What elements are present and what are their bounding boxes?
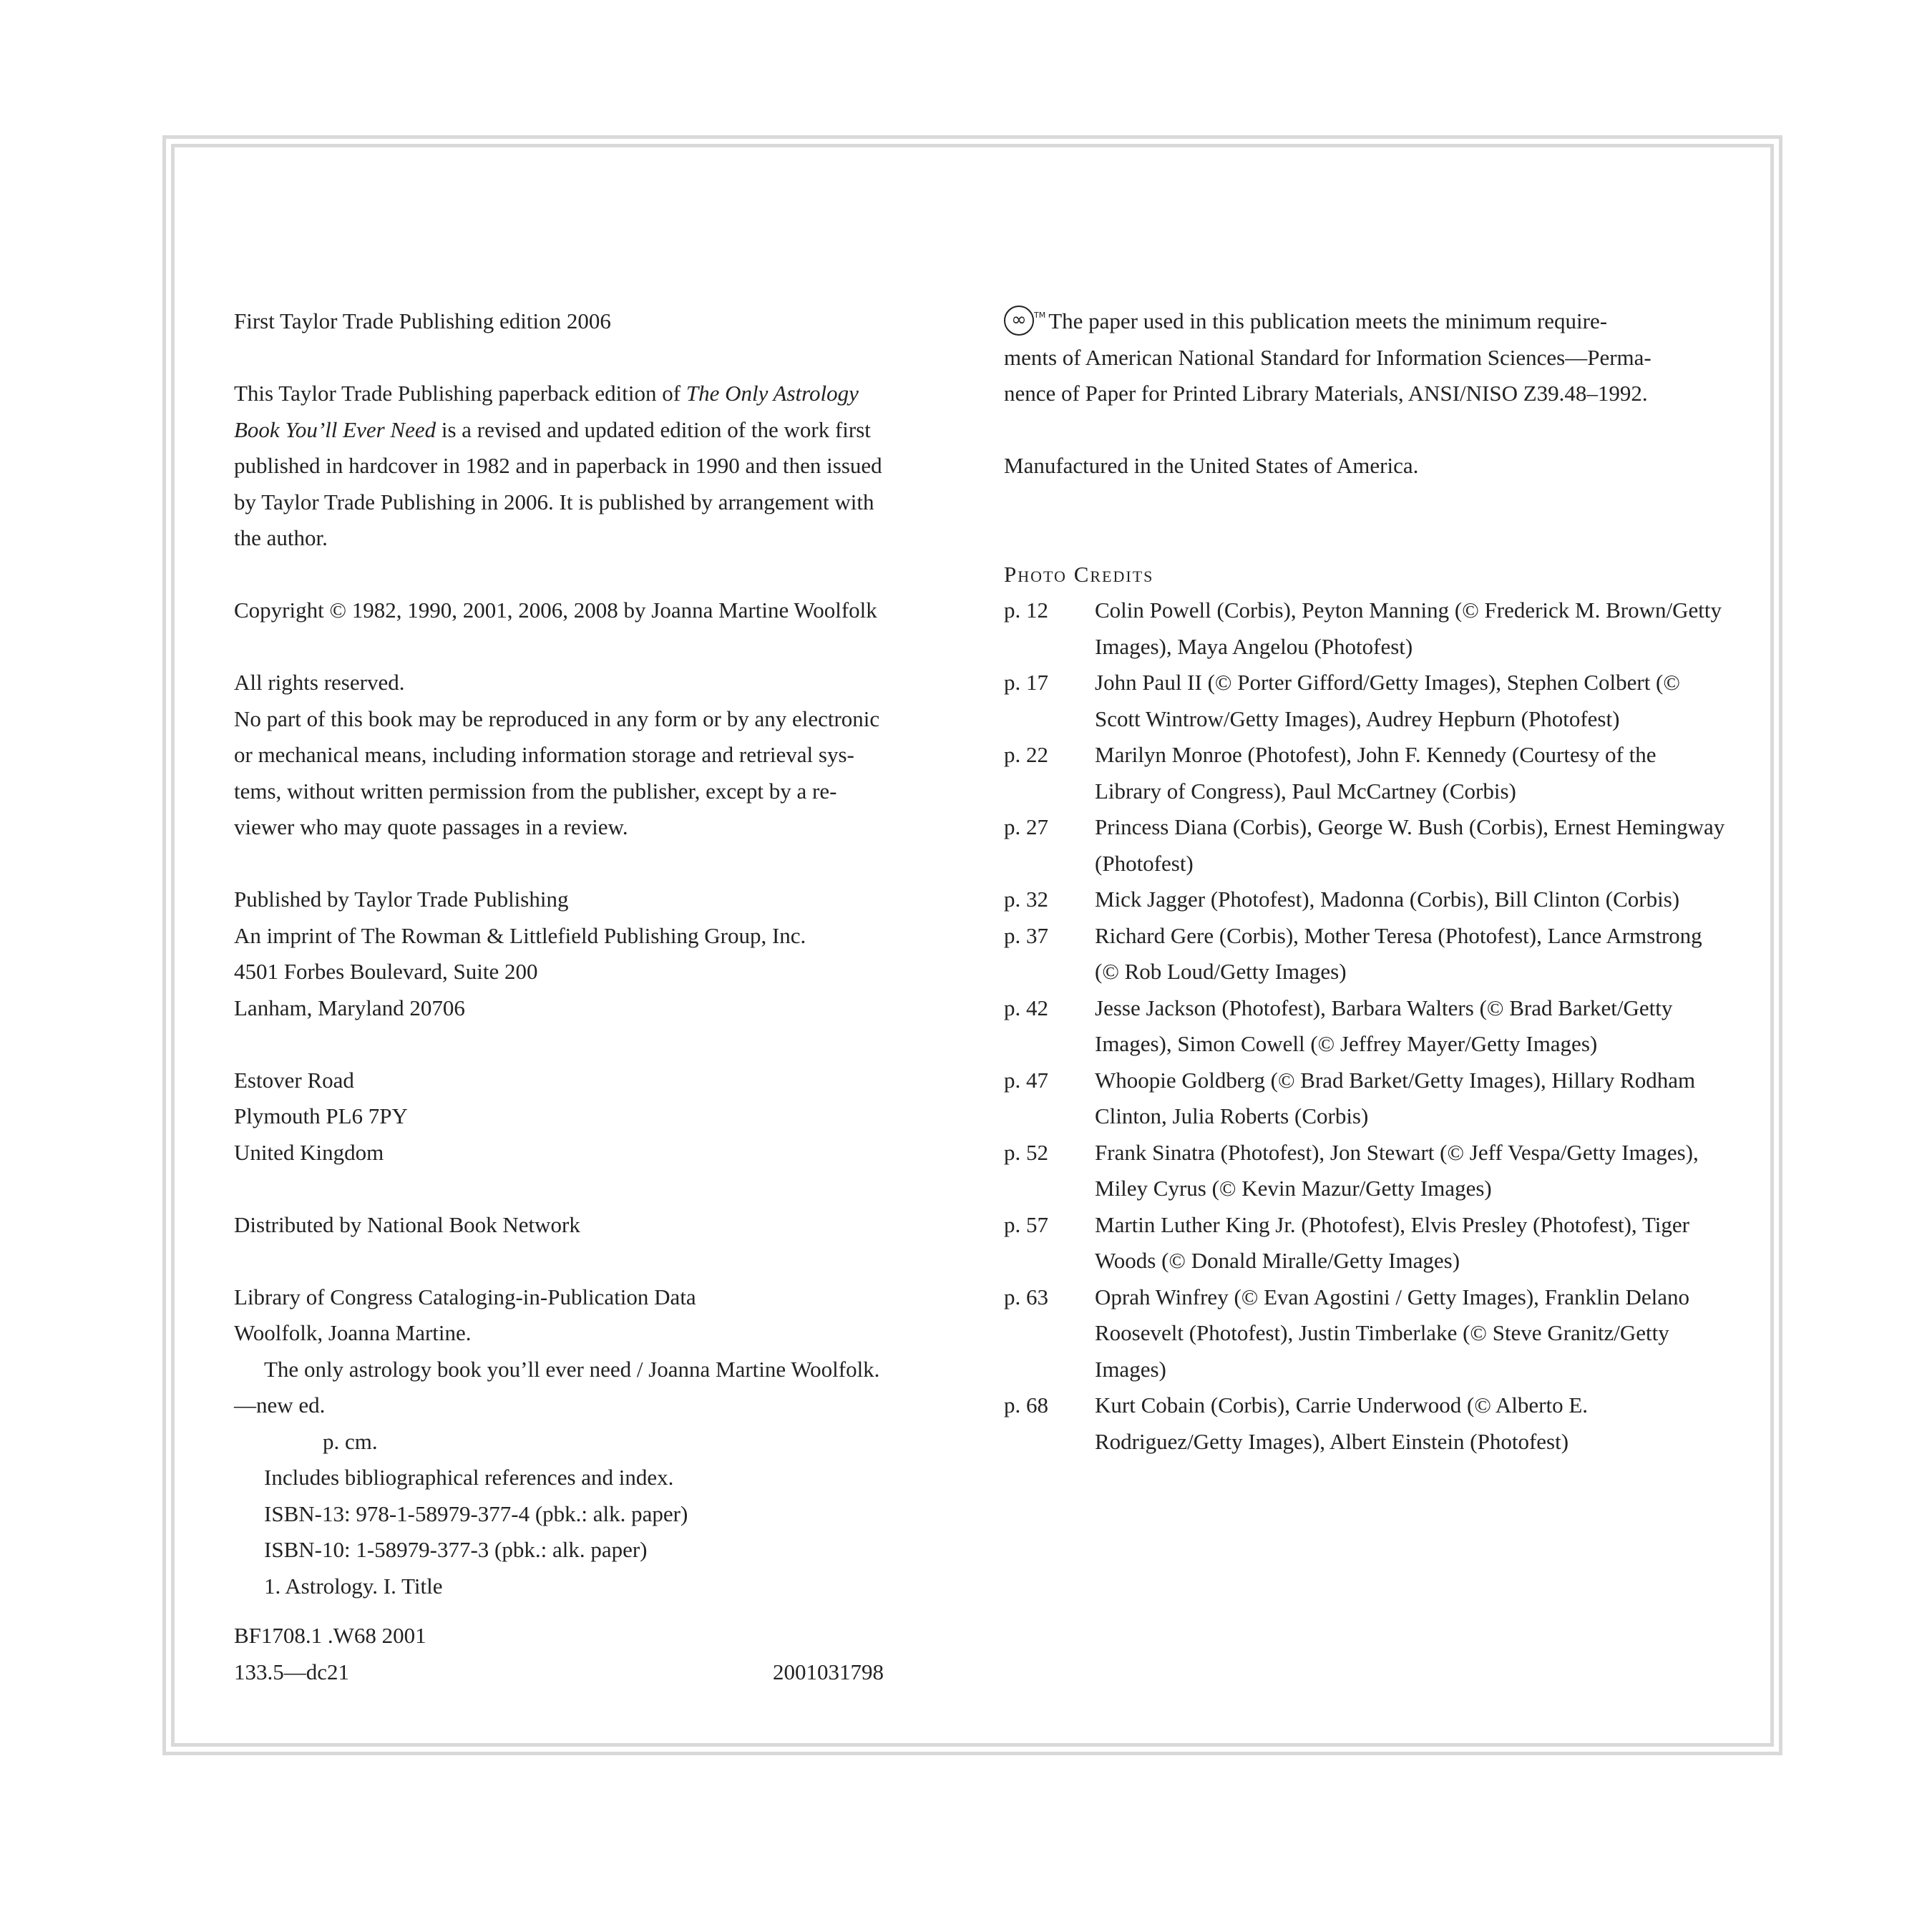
credit-entry: [1004, 1063, 1727, 1135]
uk-address-block: [234, 1063, 957, 1171]
rights-line: viewer who may quote passages in a review.: [234, 814, 628, 839]
copyright-column-right: [1004, 303, 1727, 1460]
publisher-line: 4501 Forbes Boulevard, Suite 200: [234, 959, 538, 984]
rights-line: tems, without written permission from the publisher, except by a re-: [234, 778, 837, 804]
photo-credits-heading: Photo Credits: [1004, 561, 1154, 587]
cip-lc-class: BF1708.1 .W68 2001: [234, 1623, 426, 1648]
intro-text: This Taylor Trade Publishing paperback edition of: [234, 381, 686, 406]
credit-entry: [1004, 918, 1727, 990]
infinity-permanence-icon: ∞: [1004, 306, 1034, 336]
credit-text: Jesse Jackson (Photofest), Barbara Walters (© Brad Barket/Getty Images), Simon Cowell (© Jeffrey Mayer/Getty Images): [1095, 995, 1673, 1056]
address-line: United Kingdom: [234, 1139, 384, 1165]
book-title-italic: Book You’ll Ever Need: [234, 416, 436, 442]
cip-dewey-row: [234, 1654, 957, 1691]
credit-text: Kurt Cobain (Corbis), Carrie Underwood (© Alberto E. Rodriguez/Getty Images), Albert Einstein (Photofest): [1095, 1392, 1589, 1454]
credit-text: Richard Gere (Corbis), Mother Teresa (Photofest), Lance Armstrong (© Rob Loud/Getty Images): [1095, 922, 1702, 984]
distributor-line: Distributed by National Book Network: [234, 1211, 580, 1237]
cip-edition: —new ed.: [234, 1392, 326, 1418]
publisher-line: Published by Taylor Trade Publishing: [234, 887, 569, 912]
credit-page: p. 17: [1004, 670, 1048, 695]
credit-page: p. 47: [1004, 1067, 1048, 1093]
cip-pcm: p. cm.: [323, 1428, 378, 1454]
manufactured-line: Manufactured in the United States of America.: [1004, 453, 1419, 478]
credit-text: Marilyn Monroe (Photofest), John F. Kennedy (Courtesy of the Library of Congress), Paul McCartney (Corbis): [1095, 742, 1657, 804]
rights-line: No part of this book may be reproduced in any form or by any electronic: [234, 706, 880, 731]
cip-dewey: 133.5—dc21: [234, 1659, 350, 1684]
credit-text: Frank Sinatra (Photofest), Jon Stewart (© Jeff Vespa/Getty Images), Miley Cyrus (© Kevin Mazur/Getty Images): [1095, 1139, 1699, 1201]
cip-isbn10: ISBN-10: 1-58979-377-3 (pbk.: alk. paper): [264, 1537, 648, 1562]
paper-line: ments of American National Standard for Information Sciences—Perma-: [1004, 344, 1652, 370]
credit-entry: [1004, 809, 1727, 882]
credit-page: p. 32: [1004, 887, 1048, 912]
rights-notice: [234, 665, 957, 846]
credit-entry: [1004, 882, 1727, 918]
paper-line: nence of Paper for Printed Library Materials, ANSI/NISO Z39.48–1992.: [1004, 381, 1648, 406]
credit-entry: [1004, 1207, 1727, 1279]
credit-text: Martin Luther King Jr. (Photofest), Elvis Presley (Photofest), Tiger Woods (© Donald Miralle/Getty Images): [1095, 1211, 1689, 1273]
credit-page: p. 27: [1004, 814, 1048, 839]
intro-text: published in hardcover in 1982 and in paperback in 1990 and then issued: [234, 453, 882, 478]
credit-entry: [1004, 592, 1727, 665]
credit-text: Oprah Winfrey (© Evan Agostini / Getty Images), Franklin Delano Roosevelt (Photofest), Justin Timberlake (© Steve Granitz/Getty Images): [1095, 1284, 1689, 1382]
credit-text: Whoopie Goldberg (© Brad Barket/Getty Images), Hillary Rodham Clinton, Julia Roberts (Corbis): [1095, 1067, 1696, 1128]
edition-statement: First Taylor Trade Publishing edition 2006: [234, 308, 611, 333]
credit-entry: [1004, 737, 1727, 809]
cip-heading: Library of Congress Cataloging-in-Publication Data: [234, 1284, 696, 1309]
cip-author: Woolfolk, Joanna Martine.: [234, 1320, 472, 1345]
rights-line: or mechanical means, including information storage and retrieval sys-: [234, 742, 854, 767]
publisher-line: Lanham, Maryland 20706: [234, 995, 465, 1020]
credit-page: p. 12: [1004, 597, 1048, 623]
credit-entry: [1004, 1387, 1727, 1460]
intro-text: by Taylor Trade Publishing in 2006. It is published by arrangement with: [234, 489, 874, 514]
publisher-line: An imprint of The Rowman & Littlefield Publishing Group, Inc.: [234, 922, 806, 948]
publisher-block: [234, 882, 957, 1026]
credit-page: p. 63: [1004, 1284, 1048, 1309]
credit-page: p. 22: [1004, 742, 1048, 767]
copyright-column-left: [234, 303, 957, 1690]
credit-text: Princess Diana (Corbis), George W. Bush (Corbis), Ernest Hemingway (Photofest): [1095, 814, 1725, 876]
intro-text: is a revised and updated edition of the work first: [436, 416, 871, 442]
trademark-symbol: TM: [1034, 311, 1046, 320]
credit-page: p. 42: [1004, 995, 1048, 1020]
credit-entry: [1004, 1279, 1727, 1388]
cip-subjects: 1. Astrology. I. Title: [264, 1573, 443, 1599]
cip-includes: Includes bibliographical references and index.: [264, 1465, 674, 1490]
credit-text: Mick Jagger (Photofest), Madonna (Corbis), Bill Clinton (Corbis): [1095, 887, 1680, 912]
cip-isbn13: ISBN-13: 978-1-58979-377-4 (pbk.: alk. paper): [264, 1501, 688, 1526]
rights-line: All rights reserved.: [234, 670, 405, 695]
credit-page: p. 52: [1004, 1139, 1048, 1165]
intro-text: the author.: [234, 525, 328, 550]
address-line: Estover Road: [234, 1067, 354, 1093]
book-title-italic: The Only Astrology: [686, 381, 859, 406]
credit-page: p. 57: [1004, 1211, 1048, 1237]
credit-text: John Paul II (© Porter Gifford/Getty Images), Stephen Colbert (© Scott Wintrow/Getty Images), Audrey Hepburn (Photofest): [1095, 670, 1680, 731]
paper-permanence-notice: [1004, 303, 1727, 412]
credit-entry: [1004, 1135, 1727, 1207]
paper-line: The paper used in this publication meets the minimum require-: [1048, 308, 1608, 333]
cip-data-block: [234, 1279, 957, 1691]
copyright-notice: Copyright © 1982, 1990, 2001, 2006, 2008 by Joanna Martine Woolfolk: [234, 597, 877, 623]
credit-entry: [1004, 990, 1727, 1063]
edition-description: [234, 376, 957, 557]
credit-page: p. 37: [1004, 922, 1048, 948]
cip-lccn: 2001031798: [773, 1659, 884, 1684]
address-line: Plymouth PL6 7PY: [234, 1103, 408, 1128]
credit-text: Colin Powell (Corbis), Peyton Manning (© Frederick M. Brown/Getty Images), Maya Angelou (Photofest): [1095, 597, 1722, 659]
cip-title: The only astrology book you’ll ever need / Joanna Martine Woolfolk.: [264, 1356, 880, 1382]
credit-page: p. 68: [1004, 1392, 1048, 1418]
credit-entry: [1004, 665, 1727, 737]
photo-credits-list: [1004, 592, 1727, 1460]
